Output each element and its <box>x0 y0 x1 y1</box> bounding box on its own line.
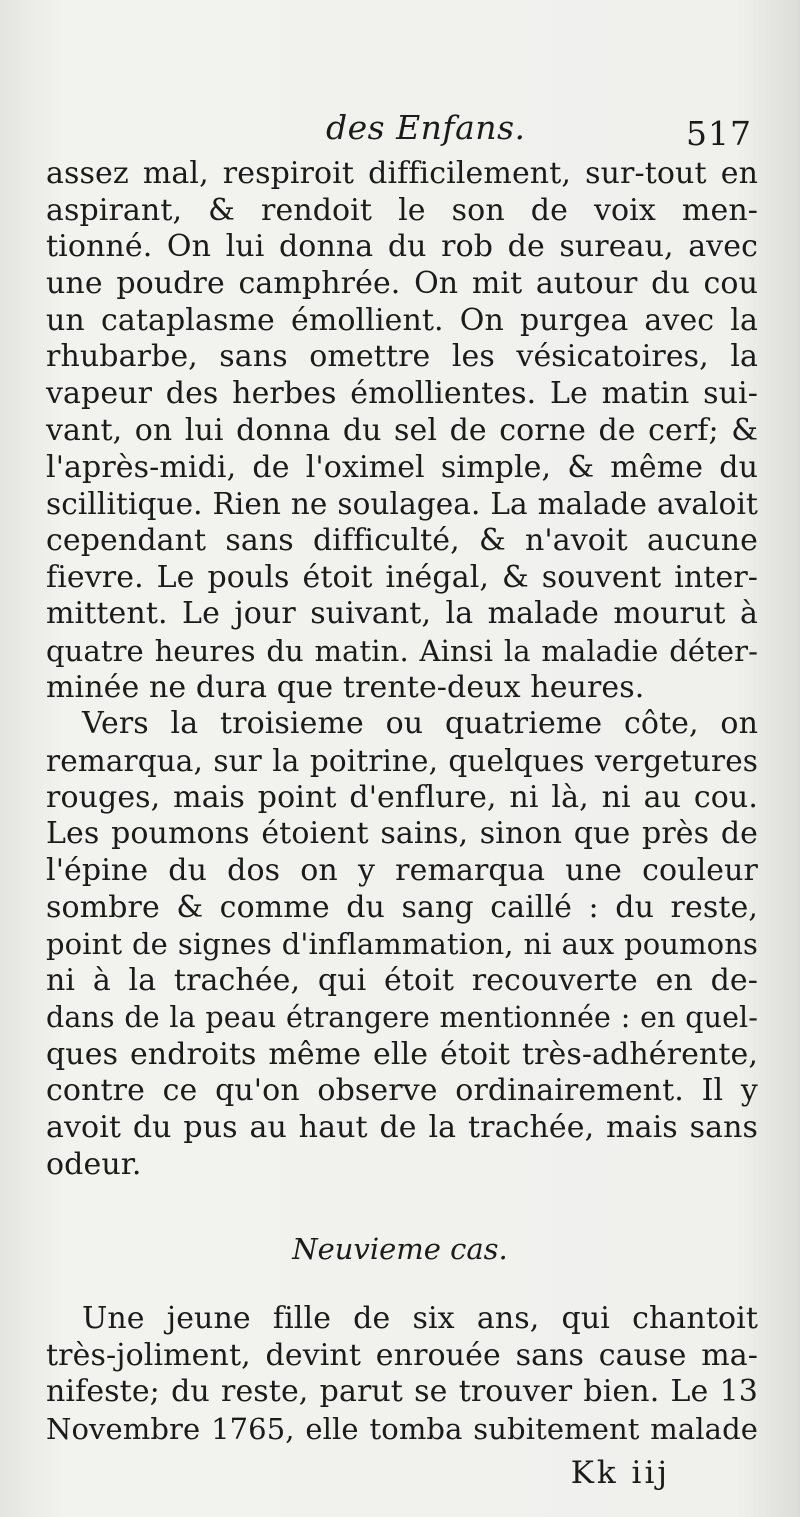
paragraph-1 <box>46 156 758 706</box>
text-line: ni à la trachée, qui étoit recouverte en de- <box>46 963 758 999</box>
text-line: point de signes d'inflammation, ni aux poumons <box>46 927 758 962</box>
text-line: vapeur des herbes émollientes. Le matin sui- <box>46 376 758 412</box>
text-line: remarqua, sur la poitrine, quelques vergetures <box>46 744 758 778</box>
running-head <box>40 108 760 158</box>
text-line: vant, on lui donna du sel de corne de cerf; & <box>46 412 758 448</box>
text-line: Vers la troisieme ou quatrieme côte, on <box>82 706 758 742</box>
section-heading: Neuvieme cas. <box>292 1232 508 1266</box>
text-line: ques endroits même elle étoit très-adhérente, <box>46 1036 758 1072</box>
running-title: des Enfans. <box>326 108 526 147</box>
text-line: l'épine du dos on y remarqua une couleur <box>46 853 758 889</box>
main-text-block <box>46 156 758 1183</box>
text-line: Novembre 1765, elle tomba subitement malade <box>46 1412 758 1447</box>
text-line: avoit du pus au haut de la trachée, mais sans <box>46 1109 758 1145</box>
text-line: tionné. On lui donna du rob de sureau, avec <box>46 229 758 265</box>
text-line: aspirant, & rendoit le son de voix men- <box>46 192 758 228</box>
text-line: Les poumons étoient sains, sinon que près de <box>46 816 758 852</box>
text-line: minée ne dura que trente-deux heures. <box>46 669 645 705</box>
page-number: 517 <box>686 114 752 153</box>
text-line: scillitique. Rien ne soulagea. La malade avaloit <box>46 487 758 522</box>
text-line: une poudre camphrée. On mit autour du cou <box>46 266 758 302</box>
text-line: odeur. <box>46 1146 142 1182</box>
paragraph-3 <box>46 1301 758 1448</box>
text-line: fievre. Le pouls étoit inégal, & souvent inter- <box>46 559 758 595</box>
printer-signature: Kk iij <box>570 1455 670 1491</box>
text-line: mittent. Le jour suivant, la malade mourut à <box>46 596 758 632</box>
text-line: rouges, mais point d'enflure, ni là, ni au cou. <box>46 779 758 815</box>
paragraph-2 <box>46 706 758 1183</box>
text-line: Une jeune fille de six ans, qui chantoit <box>82 1301 758 1336</box>
text-line: dans de la peau étrangere mentionnée : en quel- <box>46 1000 758 1034</box>
text-line: contre ce qu'on observe ordinairement. Il y <box>46 1073 758 1109</box>
text-line: sombre & comme du sang caillé : du reste, <box>46 889 758 925</box>
text-line: un cataplasme émollient. On purgea avec la <box>46 302 758 338</box>
text-line: l'après-midi, de l'oximel simple, & même du <box>46 449 758 485</box>
text-line: quatre heures du matin. Ainsi la maladie déter- <box>46 633 758 668</box>
text-line: cependant sans difficulté, & n'avoit aucune <box>46 522 758 558</box>
text-line: nifeste; du reste, parut se trouver bien. Le 13 <box>46 1374 758 1410</box>
text-line: assez mal, respiroit difficilement, sur-tout en <box>46 156 758 191</box>
text-line: rhubarbe, sans omettre les vésicatoires, la <box>46 339 758 375</box>
text-line: très-joliment, devint enrouée sans cause ma- <box>46 1337 758 1373</box>
